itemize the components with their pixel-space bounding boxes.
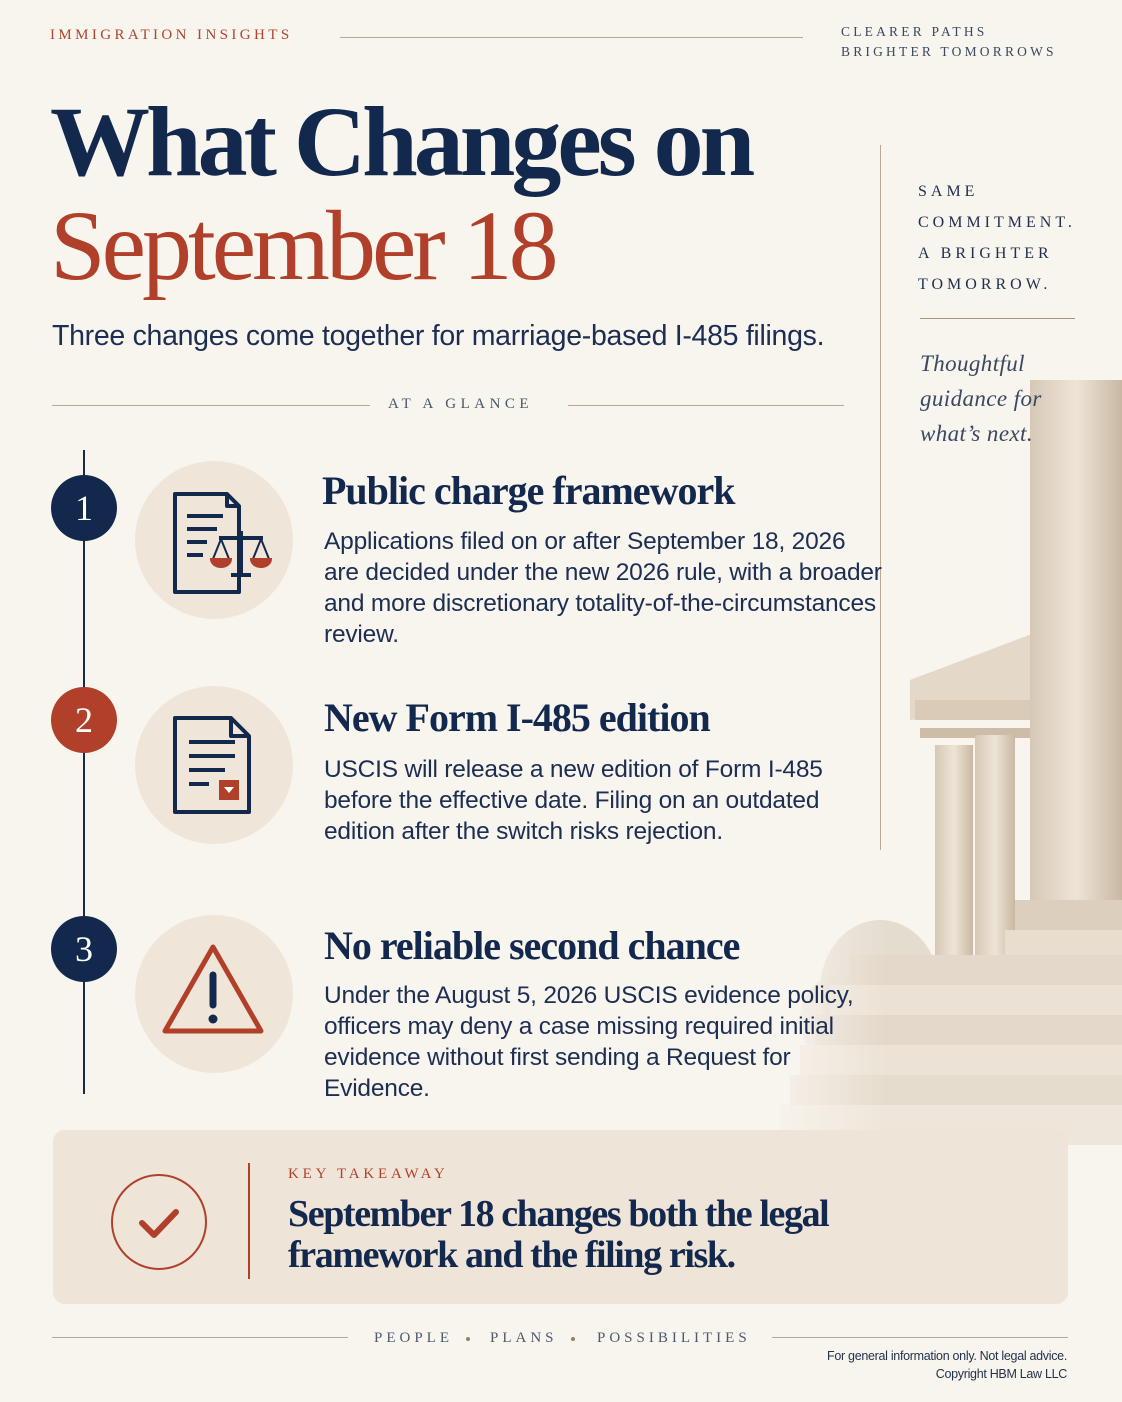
step-number-1: 1 — [51, 475, 117, 541]
footer-divider-left — [52, 1337, 348, 1338]
item-1-body-line: Applications filed on or after September 18, 2026 — [324, 528, 846, 555]
tagline-line-1: CLEARER PATHS — [841, 24, 988, 39]
item-1-title: Public charge framework — [322, 468, 735, 513]
side-italic-line: Thoughtful — [920, 351, 1025, 376]
form-document-icon — [135, 686, 293, 844]
item-2-icon-disc — [135, 686, 293, 844]
key-takeaway-label: KEY TAKEAWAY — [288, 1166, 449, 1182]
footer-word-possibilities: POSSIBILITIES — [597, 1330, 751, 1346]
key-takeaway-line: framework and the filing risk. — [288, 1234, 735, 1276]
item-3-body-line: Under the August 5, 2026 USCIS evidence policy, — [324, 982, 854, 1009]
side-italic-line: what’s next. — [920, 421, 1033, 446]
section-label: AT A GLANCE — [388, 396, 534, 412]
page-title-line-1: What Changes on — [50, 86, 752, 197]
takeaway-divider — [248, 1163, 250, 1279]
step-number-2: 2 — [51, 687, 117, 753]
side-quote-line: A BRIGHTER — [918, 245, 1053, 262]
footer-separator-dot — [571, 1337, 575, 1341]
side-quote-line: TOMORROW. — [918, 276, 1052, 293]
step-number-3: 3 — [51, 916, 117, 982]
side-divider — [880, 145, 881, 850]
key-takeaway-text — [288, 1194, 828, 1276]
warning-triangle-icon — [135, 915, 293, 1073]
side-rule — [920, 318, 1075, 319]
header-tagline — [841, 22, 1057, 62]
item-3-body-line: officers may deny a case missing required initial — [324, 1013, 834, 1040]
footer-word-people: PEOPLE — [374, 1330, 454, 1346]
item-1-body-line: review. — [324, 621, 399, 648]
checkmark-circle-icon — [111, 1174, 207, 1270]
item-3-body — [324, 980, 853, 1104]
copyright-line: Copyright HBM Law LLC — [935, 1367, 1067, 1381]
side-italic-note — [920, 346, 1042, 451]
timeline-line — [83, 450, 85, 1094]
side-quote — [918, 176, 1076, 300]
item-3-icon-disc — [135, 915, 293, 1073]
footer-word-plans: PLANS — [490, 1330, 558, 1346]
page-title-line-2: September 18 — [50, 190, 555, 301]
item-2-body-line: before the effective date. Filing on an outdated — [324, 787, 820, 814]
item-3-title: No reliable second chance — [324, 923, 740, 968]
page-subtitle: Three changes come together for marriage-based I-485 filings. — [52, 320, 825, 352]
document-scales-icon — [135, 461, 293, 619]
footer-separator-dot — [466, 1337, 470, 1341]
item-2-body — [324, 754, 823, 847]
footer-disclaimer — [827, 1347, 1067, 1383]
eyebrow-label: IMMIGRATION INSIGHTS — [50, 27, 293, 43]
glance-divider-right — [568, 405, 844, 406]
key-takeaway-line: September 18 changes both the legal — [288, 1193, 829, 1235]
item-2-body-line: edition after the switch risks rejection. — [324, 818, 723, 845]
side-quote-line: COMMITMENT. — [918, 214, 1076, 231]
side-italic-line: guidance for — [920, 386, 1042, 411]
item-3-body-line: Evidence. — [324, 1075, 430, 1102]
tagline-line-2: BRIGHTER TOMORROWS — [841, 44, 1057, 59]
glance-divider-left — [52, 405, 370, 406]
item-2-body-line: USCIS will release a new edition of Form I-485 — [324, 756, 823, 783]
header-divider — [340, 37, 803, 38]
item-3-body-line: evidence without first sending a Request for — [324, 1044, 791, 1071]
item-1-body-line: are decided under the new 2026 rule, with a broader — [324, 559, 882, 586]
disclaimer-line-1: For general information only. Not legal advice. — [827, 1349, 1067, 1363]
side-quote-line: SAME — [918, 183, 979, 200]
item-2-title: New Form I-485 edition — [324, 695, 710, 740]
item-1-icon-disc — [135, 461, 293, 619]
item-1-body-line: and more discretionary totality-of-the-circumstances — [324, 590, 876, 617]
footer-divider-right — [772, 1337, 1068, 1338]
item-1-body — [324, 526, 882, 650]
